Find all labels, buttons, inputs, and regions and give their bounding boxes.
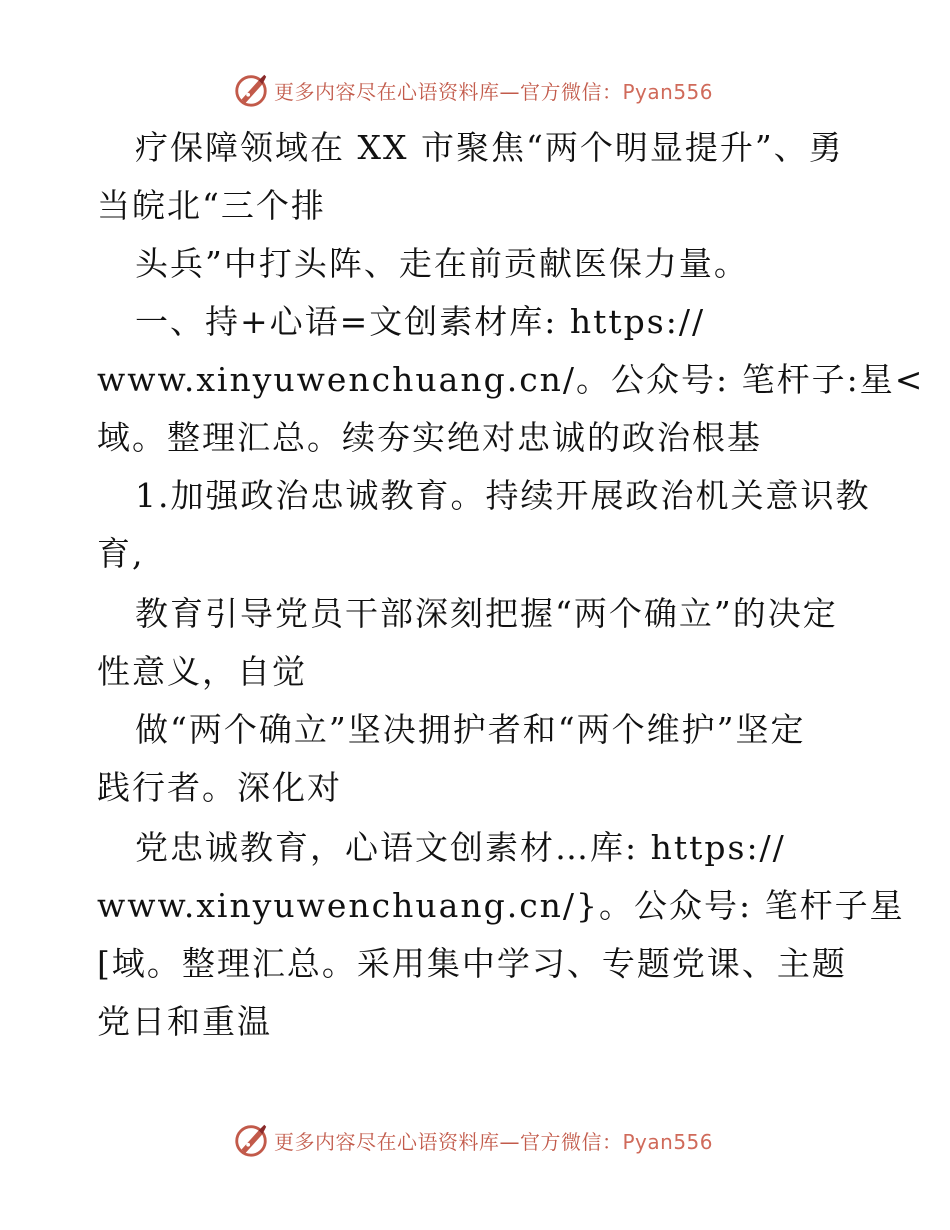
body-line: 党忠诚教育，心语文创素材…库: https://	[135, 828, 786, 867]
body-line: 1.加强政治忠诚教育。持续开展政治机关意识教	[135, 476, 871, 515]
body-line: 域。整理汇总。续夯实绝对忠诚的政治根基	[97, 418, 762, 457]
body-line: 教育引导党员干部深刻把握“两个确立”的决定	[135, 594, 838, 633]
body-line: 性意义，自觉	[97, 652, 307, 691]
body-line: 疗保障领域在 XX 市聚焦“两个明显提升”、勇	[135, 128, 844, 167]
footer-brand: 更多内容尽在心语资料库—官方微信：	[274, 1129, 623, 1154]
footer-watermark-text	[274, 1126, 713, 1155]
header-watermark-text	[274, 76, 713, 105]
body-line: 头兵”中打头阵、走在前贡献医保力量。	[135, 244, 749, 283]
footer-handle: Pyan556	[622, 1129, 714, 1154]
header-handle: Pyan556	[622, 79, 714, 104]
body-line: 当皖北“三个排	[97, 186, 326, 225]
pen-logo-icon	[232, 1121, 270, 1159]
header-brand: 更多内容尽在心语资料库—官方微信：	[274, 79, 623, 104]
body-line: [域。整理汇总。采用集中学习、专题党课、主题	[97, 944, 847, 983]
body-line: 育,	[97, 534, 145, 573]
body-line: 践行者。深化对	[97, 768, 342, 807]
body-line: 一、持+心语=文创素材库: https://	[135, 302, 706, 341]
header-watermark	[232, 70, 713, 110]
body-line: 做“两个确立”坚决拥护者和“两个维护”坚定	[135, 710, 806, 749]
body-line: www.xinyuwenchuang.cn/。公众号: 笔杆子:星<	[97, 360, 925, 399]
body-line: 党日和重温	[97, 1002, 272, 1041]
pen-logo-icon	[232, 71, 270, 109]
body-line: www.xinyuwenchuang.cn/}。公众号: 笔杆子星	[97, 886, 905, 925]
footer-watermark	[232, 1120, 713, 1160]
